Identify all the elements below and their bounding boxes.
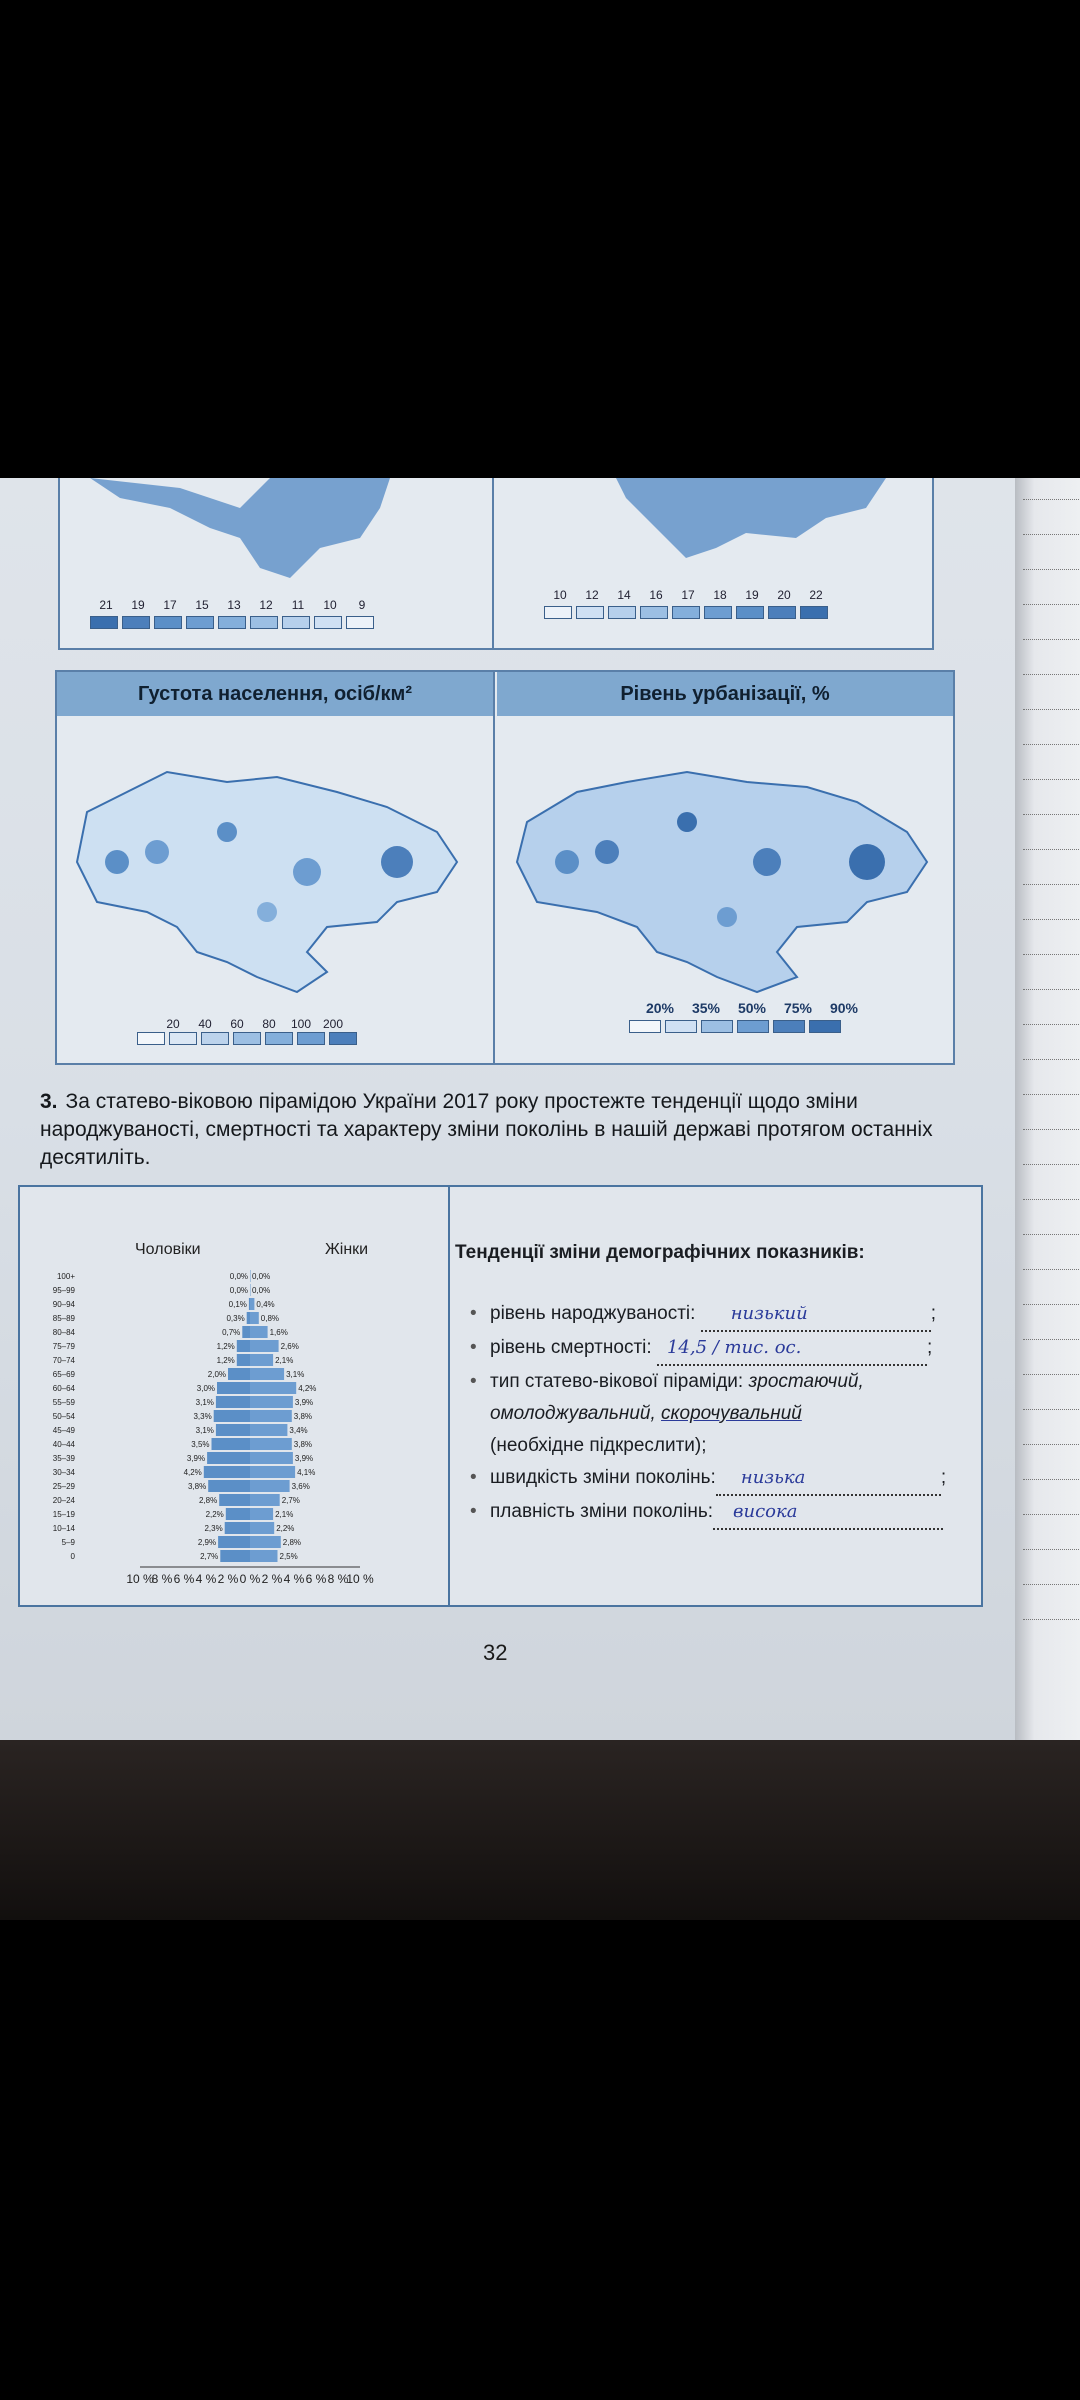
male-bar: [219, 1494, 250, 1506]
x-tick-label: 2 %: [261, 1572, 283, 1586]
male-bar: [242, 1326, 250, 1338]
female-value-label: 4,2%: [298, 1384, 317, 1393]
female-bar: [250, 1368, 284, 1380]
female-value-label: 3,9%: [294, 1454, 314, 1463]
pyramid-type-item: • тип статево-вікової піраміди: зростаючий, омолоджувальний, скорочувальний (необхідне підкреслити);: [470, 1366, 970, 1462]
female-value-label: 3,8%: [293, 1440, 313, 1449]
table-surface: [0, 1740, 1080, 1920]
male-value-label: 3,0%: [196, 1384, 215, 1393]
male-bar: [208, 1480, 250, 1492]
female-value-label: 0,8%: [260, 1314, 280, 1323]
option-shrinking[interactable]: скорочувальний: [661, 1403, 802, 1424]
urbanization-map: [497, 672, 953, 1063]
male-value-label: 3,8%: [187, 1482, 207, 1491]
female-bar: [250, 1270, 251, 1282]
male-bar: [220, 1550, 250, 1562]
male-bar: [212, 1438, 251, 1450]
x-tick-label: 4 %: [283, 1572, 305, 1586]
age-label: 15–19: [52, 1510, 75, 1519]
female-bar: [250, 1340, 279, 1352]
male-value-label: 0,0%: [229, 1272, 248, 1281]
male-value-label: 2,7%: [200, 1552, 219, 1561]
death-rate-answer-field[interactable]: [657, 1332, 927, 1366]
male-value-label: 0,3%: [226, 1314, 245, 1323]
age-label: 65–69: [52, 1370, 75, 1379]
x-tick-label: 8 %: [151, 1572, 173, 1586]
generation-speed-answer: низька: [740, 1467, 806, 1488]
female-bar: [250, 1536, 281, 1548]
option-growing[interactable]: зростаючий,: [748, 1371, 864, 1392]
male-value-label: 2,8%: [198, 1496, 218, 1505]
female-bar: [250, 1466, 295, 1478]
female-value-label: 2,8%: [282, 1538, 302, 1547]
male-value-label: 3,1%: [195, 1426, 214, 1435]
task-number: 3.: [40, 1090, 58, 1113]
male-bar: [225, 1522, 250, 1534]
density-map-title: Густота населення, осіб/км²: [57, 672, 493, 716]
tendencies-title: Тенденції зміни демографічних показників:: [455, 1242, 865, 1263]
age-label: 55–59: [52, 1398, 75, 1407]
female-value-label: 1,6%: [269, 1328, 288, 1337]
female-bar: [250, 1508, 273, 1520]
male-bar: [247, 1312, 250, 1324]
female-bar: [250, 1452, 293, 1464]
female-value-label: 0,4%: [256, 1300, 275, 1309]
male-value-label: 2,3%: [204, 1524, 223, 1533]
age-label: 45–49: [52, 1426, 75, 1435]
female-bar: [250, 1326, 268, 1338]
male-value-label: 3,1%: [195, 1398, 214, 1407]
age-label: 50–54: [52, 1412, 75, 1421]
age-label: 40–44: [52, 1440, 75, 1449]
male-bar: [217, 1382, 250, 1394]
x-tick-label: 2 %: [217, 1572, 239, 1586]
death-rate-item: • рівень смертності: 14,5 / тис. ос. ;: [470, 1332, 970, 1366]
generation-speed-answer-field[interactable]: [716, 1462, 941, 1496]
male-bar: [226, 1508, 250, 1520]
density-map-shape: [57, 752, 495, 1002]
adjacent-page: [1015, 478, 1080, 1740]
task-text: За статево-віковою пірамідою України 2017 року простежте тенденції щодо зміни народжуваності, смертності та характеру зміни поколінь в нашій державі протягом останніх десятиліть.: [40, 1090, 933, 1169]
top-right-legend-labels: 10 12 14 16 17 18 19 20 22: [553, 588, 823, 602]
urban-legend: [629, 1020, 841, 1033]
age-label: 10–14: [52, 1524, 75, 1533]
female-value-label: 2,6%: [280, 1342, 299, 1351]
male-bar: [228, 1368, 250, 1380]
female-value-label: 2,7%: [281, 1496, 300, 1505]
female-value-label: 3,9%: [294, 1398, 314, 1407]
male-value-label: 1,2%: [216, 1342, 235, 1351]
top-right-map-shape: [496, 478, 934, 568]
female-bar: [250, 1480, 290, 1492]
density-legend: [137, 1032, 357, 1045]
male-value-label: 3,9%: [186, 1454, 206, 1463]
age-label: 100+: [56, 1272, 75, 1281]
male-label: Чоловіки: [135, 1241, 201, 1258]
female-value-label: 3,8%: [293, 1412, 313, 1421]
task-3: [40, 1088, 980, 1172]
male-bar: [218, 1536, 250, 1548]
female-bar: [250, 1550, 278, 1562]
male-value-label: 3,5%: [191, 1440, 210, 1449]
top-left-map-shape: [60, 478, 494, 588]
female-value-label: 3,1%: [286, 1370, 305, 1379]
male-bar: [204, 1466, 250, 1478]
age-label: 95–99: [52, 1286, 75, 1295]
age-label: 90–94: [52, 1300, 75, 1309]
top-left-legend-labels: 21 19 17 15 13 12 11 10 9: [99, 598, 366, 612]
top-left-map: [60, 478, 494, 648]
x-tick-label: 10 %: [126, 1572, 154, 1586]
x-tick-label: 4 %: [195, 1572, 217, 1586]
female-value-label: 2,5%: [279, 1552, 298, 1561]
top-right-legend: [544, 606, 828, 619]
female-value-label: 2,1%: [275, 1510, 294, 1519]
female-bar: [250, 1522, 274, 1534]
generation-smoothness-answer-field[interactable]: [713, 1496, 943, 1530]
male-bar: [237, 1340, 250, 1352]
x-tick-label: 0 %: [239, 1572, 261, 1586]
age-label: 75–79: [52, 1342, 75, 1351]
generation-speed-item: • швидкість зміни поколінь: низька ;: [470, 1462, 970, 1496]
top-maps-frame: [58, 478, 934, 650]
urban-legend-labels: 20% 35% 50% 75% 90%: [645, 1000, 859, 1016]
age-label: 35–39: [52, 1454, 75, 1463]
female-bar: [250, 1284, 251, 1296]
female-value-label: 4,1%: [297, 1468, 316, 1477]
age-label: 0: [70, 1552, 75, 1561]
female-bar: [250, 1424, 287, 1436]
density-legend-labels: 20 40 60 80 100 200: [166, 1017, 344, 1031]
female-bar: [250, 1382, 296, 1394]
male-bar: [214, 1410, 250, 1422]
female-label: Жінки: [325, 1241, 369, 1258]
x-tick-label: 6 %: [305, 1572, 327, 1586]
female-bar: [250, 1396, 293, 1408]
female-value-label: 0,0%: [252, 1286, 271, 1295]
female-bar: [250, 1312, 259, 1324]
male-value-label: 0,0%: [229, 1286, 248, 1295]
page-number: 32: [483, 1640, 508, 1665]
death-rate-answer: 14,5 / тис. ос.: [666, 1337, 802, 1358]
density-map: [57, 672, 495, 1063]
birth-rate-answer: низький: [730, 1303, 808, 1324]
age-label: 70–74: [52, 1356, 75, 1365]
age-label: 5–9: [61, 1538, 75, 1547]
male-value-label: 1,2%: [216, 1356, 235, 1365]
urbanization-map-title: Рівень урбанізації, %: [497, 672, 953, 716]
age-label: 25–29: [52, 1482, 75, 1491]
male-value-label: 3,3%: [193, 1412, 212, 1421]
male-value-label: 0,1%: [228, 1300, 247, 1309]
male-value-label: 2,2%: [205, 1510, 224, 1519]
male-bar: [216, 1424, 250, 1436]
female-value-label: 3,6%: [291, 1482, 310, 1491]
middle-maps-frame: [55, 670, 955, 1065]
birth-rate-answer-field[interactable]: [701, 1298, 931, 1332]
female-bar: [250, 1438, 292, 1450]
x-tick-label: 6 %: [173, 1572, 195, 1586]
male-value-label: 2,9%: [197, 1538, 217, 1547]
male-bar: [249, 1298, 250, 1310]
male-value-label: 2,0%: [207, 1370, 226, 1379]
generation-smoothness-item: • плавність зміни поколінь: висока: [470, 1496, 970, 1530]
female-bar: [250, 1494, 280, 1506]
female-value-label: 0,0%: [252, 1272, 271, 1281]
female-value-label: 2,1%: [275, 1356, 294, 1365]
age-label: 20–24: [52, 1496, 75, 1505]
female-value-label: 3,4%: [289, 1426, 308, 1435]
frame-divider: [448, 1187, 450, 1605]
urbanization-map-shape: [497, 752, 953, 1002]
male-bar: [207, 1452, 250, 1464]
male-bar: [237, 1354, 250, 1366]
tendencies-list: [470, 1298, 970, 1530]
age-label: 80–84: [52, 1328, 75, 1337]
male-value-label: 4,2%: [183, 1468, 202, 1477]
x-tick-label: 10 %: [346, 1572, 374, 1586]
underline-note: (необхідне підкреслити);: [490, 1435, 707, 1456]
female-bar: [250, 1354, 273, 1366]
birth-rate-item: • рівень народжуваності: низький ;: [470, 1298, 970, 1332]
male-value-label: 0,7%: [222, 1328, 241, 1337]
male-bar: [216, 1396, 250, 1408]
population-pyramid: [20, 1187, 440, 1597]
x-tick-label: 8 %: [327, 1572, 349, 1586]
female-value-label: 2,2%: [276, 1524, 295, 1533]
female-bar: [250, 1410, 292, 1422]
age-label: 30–34: [52, 1468, 75, 1477]
age-label: 60–64: [52, 1384, 75, 1393]
top-right-map: [496, 478, 934, 648]
top-left-legend: [90, 616, 374, 629]
option-rejuvenating[interactable]: омолоджувальний,: [490, 1403, 656, 1424]
female-bar: [250, 1298, 254, 1310]
generation-smoothness-answer: висока: [733, 1501, 798, 1522]
age-label: 85–89: [52, 1314, 75, 1323]
